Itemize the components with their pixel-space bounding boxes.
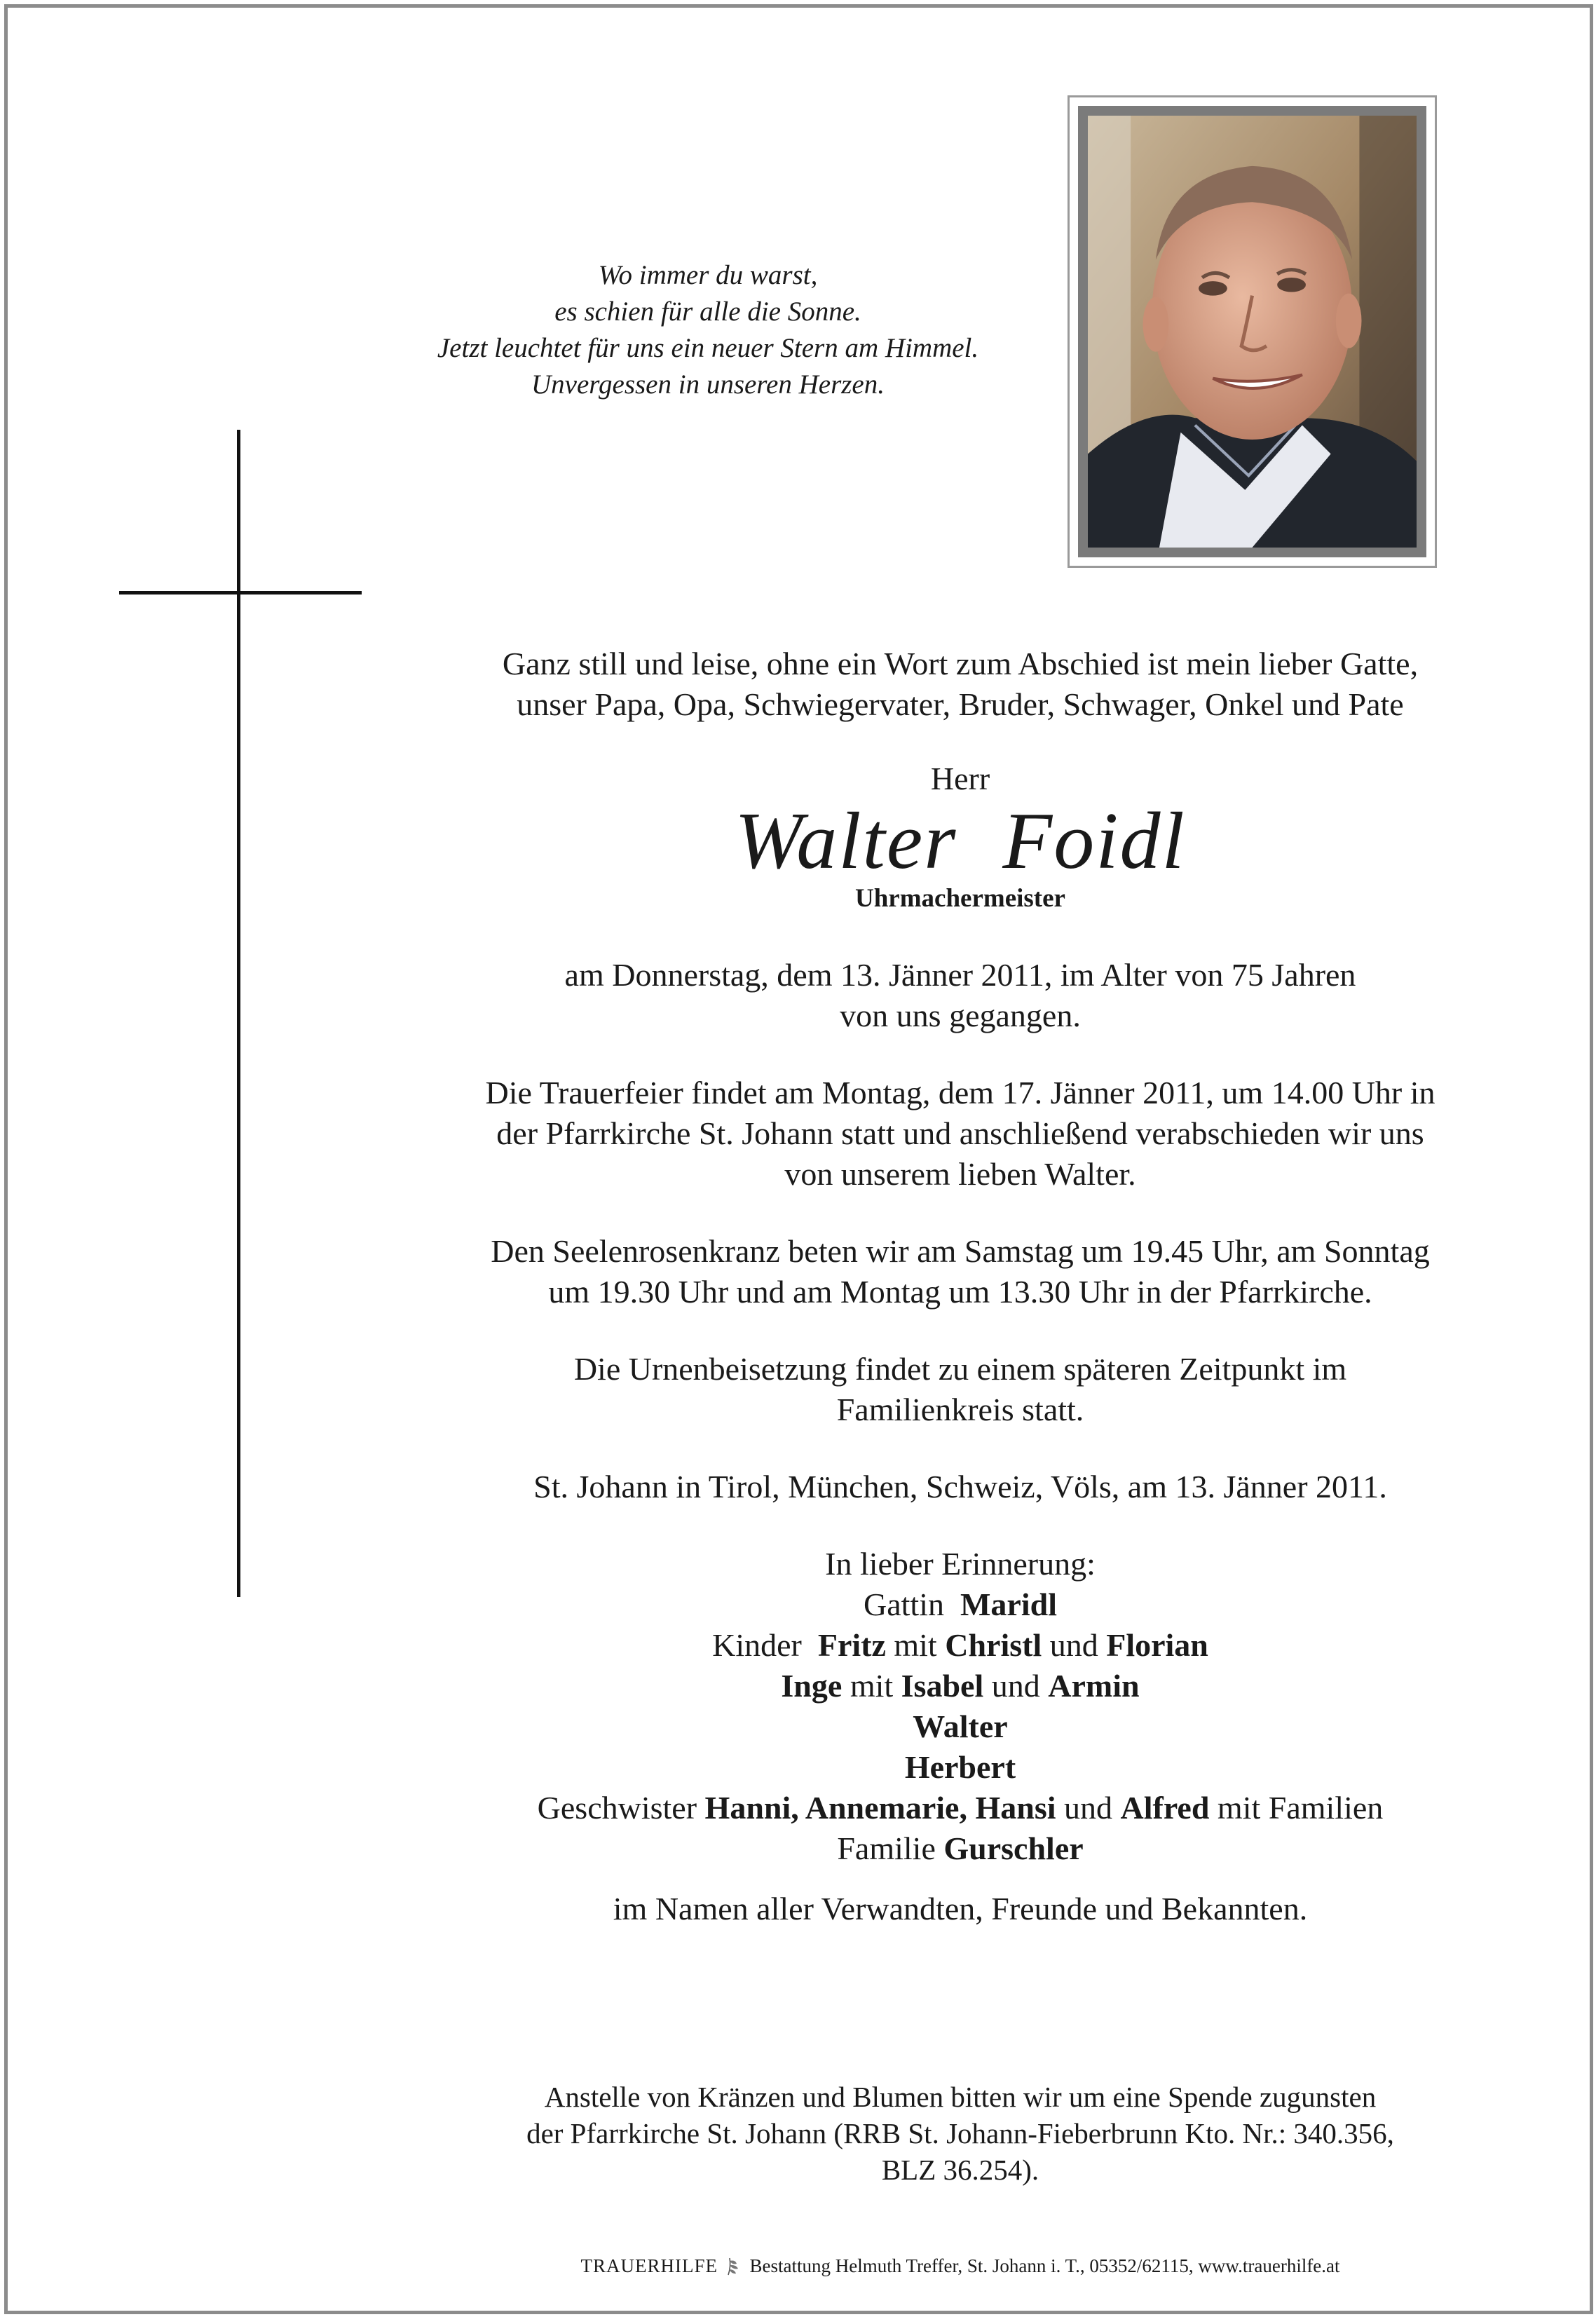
- grandchild-name: Florian: [1106, 1627, 1208, 1663]
- family-label: Familie: [837, 1830, 936, 1866]
- place-date: St. Johann in Tirol, München, Schweiz, Völs, am 13. Jänner 2011.: [533, 1469, 1387, 1504]
- children-label: Kinder: [712, 1627, 802, 1663]
- family-row-relatives: [378, 1828, 1542, 1869]
- family-row-child4: [378, 1747, 1542, 1788]
- poem-line: es schien für alle die Sonne.: [554, 297, 861, 327]
- family-list: [378, 1584, 1542, 1869]
- rosary-line: um 19.30 Uhr und am Montag um 13.30 Uhr in der Pfarrkirche.: [548, 1274, 1372, 1310]
- family-row-children: [378, 1625, 1542, 1666]
- portrait-frame: [1068, 95, 1437, 568]
- connector-text: und: [1064, 1790, 1113, 1826]
- wife-label: Gattin: [864, 1586, 944, 1622]
- death-line: von uns gegangen.: [840, 998, 1081, 1033]
- siblings-label: Geschwister: [537, 1790, 697, 1826]
- donation-line: BLZ 36.254).: [881, 2154, 1039, 2186]
- intro-line: Ganz still und leise, ohne ein Wort zum Abschied ist mein lieber Gatte,: [502, 646, 1419, 681]
- poem-line: Wo immer du warst,: [598, 260, 818, 290]
- funeral-line: von unserem lieben Walter.: [784, 1156, 1136, 1192]
- siblings-suffix: mit Familien: [1217, 1790, 1384, 1826]
- family-row-siblings: [378, 1788, 1542, 1828]
- death-line: am Donnerstag, dem 13. Jänner 2011, im Alter von 75 Jahren: [564, 957, 1356, 993]
- portrait-mat: [1078, 106, 1426, 557]
- funeral-home-footer: [378, 2254, 1542, 2278]
- family-surname: Gurschler: [943, 1830, 1084, 1866]
- memory-heading: In lieber Erinnerung:: [825, 1546, 1096, 1582]
- cross-vertical-bar: [237, 430, 240, 1597]
- obituary-body: [378, 644, 1542, 1929]
- poem-line: Unvergessen in unseren Herzen.: [531, 369, 885, 400]
- child-name: Fritz: [817, 1627, 886, 1663]
- urn-line: Die Urnenbeisetzung findet zu einem späteren Zeitpunkt im: [573, 1351, 1347, 1387]
- grandchild-name: Armin: [1048, 1668, 1140, 1704]
- cross-horizontal-bar: [119, 591, 362, 594]
- donation-line: der Pfarrkirche St. Johann (RRB St. Johann-Fieberbrunn Kto. Nr.: 340.356,: [526, 2117, 1394, 2149]
- urn-line: Familienkreis statt.: [836, 1392, 1084, 1427]
- deceased-name: Walter Foidl: [735, 796, 1186, 886]
- salutation: Herr: [930, 761, 990, 796]
- connector-text: und: [1049, 1627, 1098, 1663]
- memorial-poem: [364, 257, 1051, 403]
- child-name: Inge: [781, 1668, 843, 1704]
- family-row-child3: [378, 1706, 1542, 1747]
- donation-line: Anstelle von Kränzen und Blumen bitten wir um eine Spende zugunsten: [544, 2081, 1377, 2113]
- partner-name: Christl: [945, 1627, 1042, 1663]
- poem-line: Jetzt leuchtet für uns ein neuer Stern am Himmel.: [437, 333, 979, 363]
- funeral-line: der Pfarrkirche St. Johann statt und anschließend verabschieden wir uns: [496, 1115, 1424, 1151]
- child-name: Walter: [913, 1708, 1008, 1744]
- footer-brand: TRAUERHILFE: [580, 2255, 718, 2276]
- wife-name: Maridl: [960, 1586, 1057, 1622]
- closing-line: im Namen aller Verwandten, Freunde und Bekannten.: [613, 1891, 1308, 1927]
- footer-text: Bestattung Helmuth Treffer, St. Johann i. T., 05352/62115, www.trauerhilfe.at: [749, 2255, 1340, 2276]
- partner-name: Isabel: [901, 1668, 984, 1704]
- donation-note: [378, 2079, 1542, 2188]
- family-row-child2: [378, 1666, 1542, 1706]
- profession: Uhrmachermeister: [855, 884, 1065, 913]
- siblings-names: Hanni, Annemarie, Hansi: [704, 1790, 1056, 1826]
- sibling-name: Alfred: [1120, 1790, 1210, 1826]
- child-name: Herbert: [904, 1749, 1016, 1785]
- rosary-line: Den Seelenrosenkranz beten wir am Samstag um 19.45 Uhr, am Sonntag: [491, 1233, 1430, 1269]
- connector-text: und: [991, 1668, 1040, 1704]
- portrait-photo: [1088, 116, 1417, 548]
- family-row-wife: [378, 1584, 1542, 1625]
- connector-text: mit: [894, 1627, 937, 1663]
- funeral-line: Die Trauerfeier findet am Montag, dem 17. Jänner 2011, um 14.00 Uhr in: [485, 1075, 1435, 1110]
- connector-text: mit: [850, 1668, 894, 1704]
- intro-line: unser Papa, Opa, Schwiegervater, Bruder, Schwager, Onkel und Pate: [517, 686, 1404, 722]
- leaf-logo-icon: [725, 2255, 741, 2276]
